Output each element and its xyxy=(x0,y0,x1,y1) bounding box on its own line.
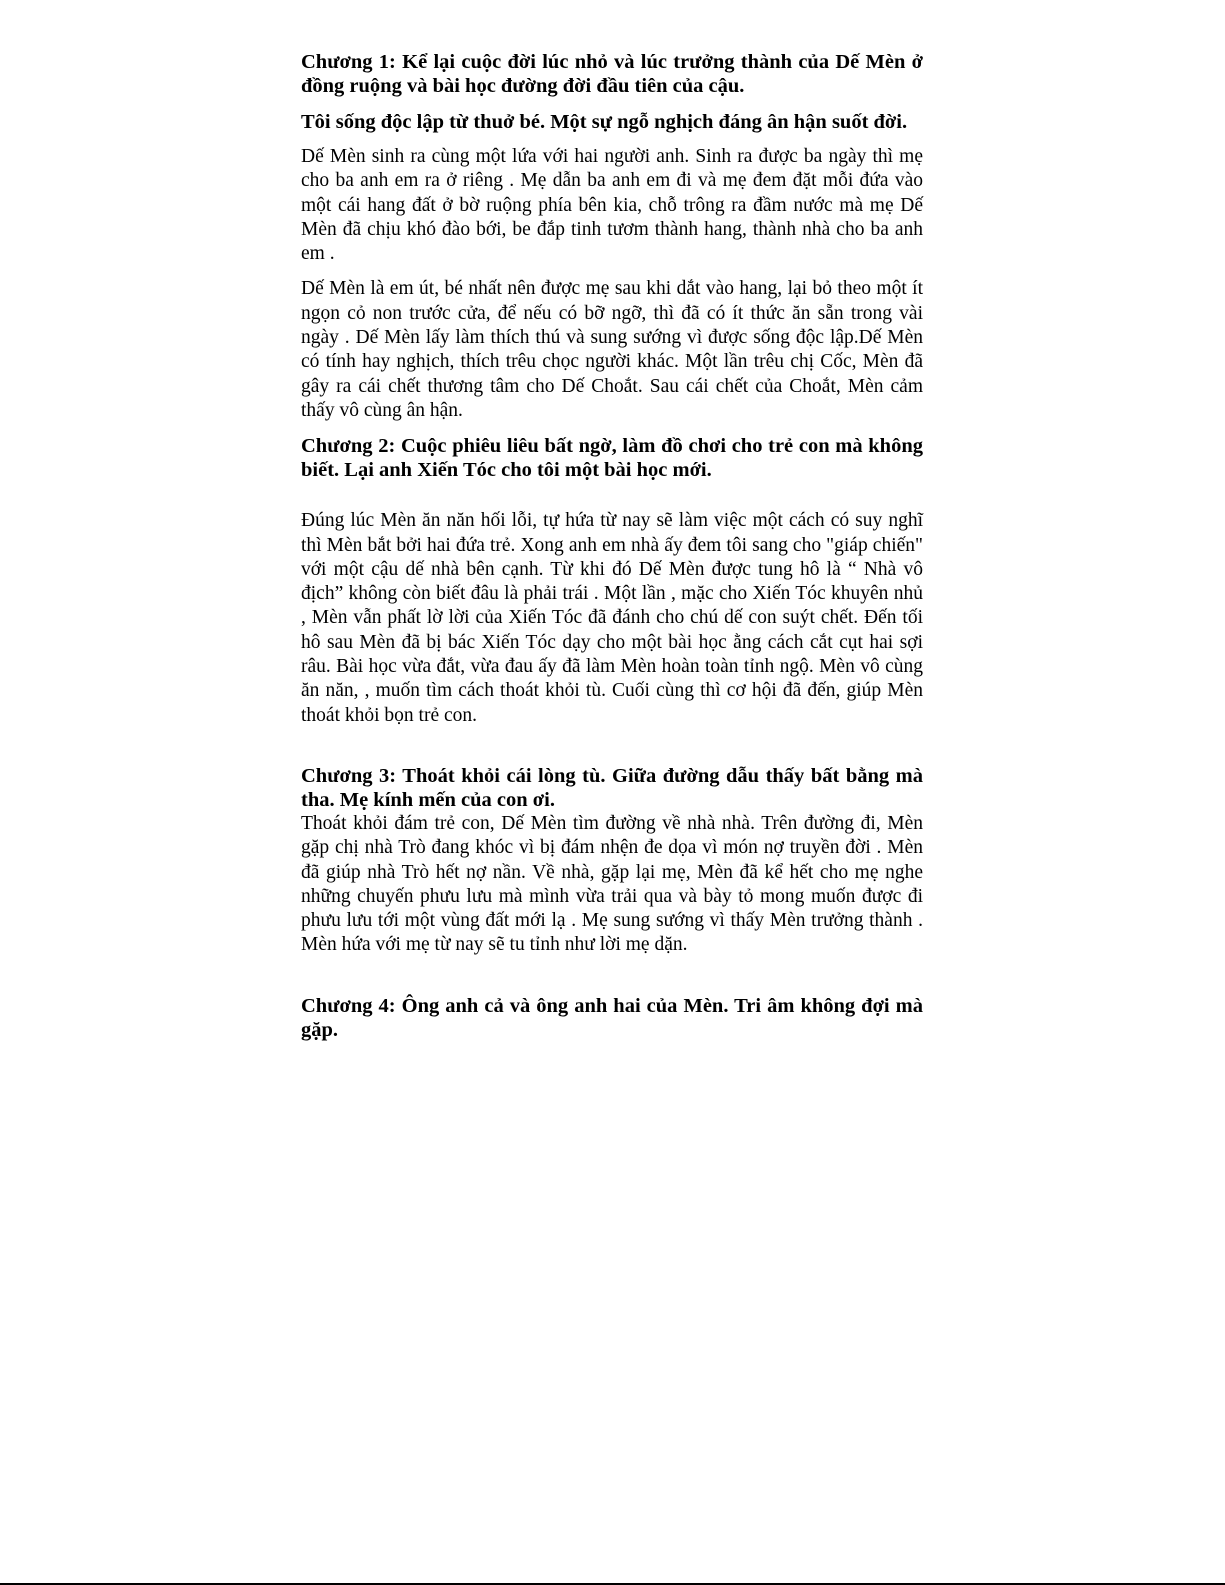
document-page xyxy=(301,50,923,1042)
chapter-4-heading: Chương 4: Ông anh cả và ông anh hai của Mèn. Tri âm không đợi mà gặp. xyxy=(301,994,923,1041)
chapter-3-heading: Chương 3: Thoát khỏi cái lòng tù. Giữa đường dẫu thấy bất bằng mà tha. Mẹ kính mến của con ơi. xyxy=(301,764,923,811)
chapter-1-heading: Chương 1: Kể lại cuộc đời lúc nhỏ và lúc trưởng thành của Dế Mèn ở đồng ruộng và bài học đường đời đầu tiên của cậu. xyxy=(301,51,923,97)
chapter-1-subheading: Tôi sống độc lập từ thuở bé. Một sự ngỗ nghịch đáng ân hận suốt đời. xyxy=(301,111,908,133)
chapter-2-paragraph: Đúng lúc Mèn ăn năn hối lỗi, tự hứa từ nay sẽ làm việc một cách có suy nghĩ thì Mèn bắt bởi hai đứa trẻ. Xong anh em nhà ấy đem tôi sang cho "giáp chiến" với một cậu dế nhà bên cạnh. Từ khi đó Dế Mèn được tung hô là “ Nhà vô địch” không còn biết đâu là phải trái . Một lần , mặc cho Xiến Tóc khuyên nhủ , Mèn vẫn phất lờ lời của Xiến Tóc đã đánh cho chú dế con suýt chết. Đến tối hô sau Mèn đã bị bác Xiến Tóc dạy cho một bài học ằng cách cắt cụt hai sợi râu. Bài học vừa đắt, vừa đau ấy đã làm Mèn hoàn toàn tỉnh ngộ. Mèn vô cùng ăn năn, , muốn tìm cách thoát khỏi tù. Cuối cùng thì cơ hội đã đến, giúp Mèn thoát khỏi bọn trẻ con. xyxy=(301,510,923,726)
chapter-3-paragraph: Thoát khỏi đám trẻ con, Dế Mèn tìm đường về nhà nhà. Trên đường đi, Mèn gặp chị nhà Trò đang khóc vì bị đám nhện đe dọa vì món nợ truyền đời . Mèn đã giúp nhà Trò hết nợ nần. Về nhà, gặp lại mẹ, Mèn đã kể hết cho mẹ nghe những chuyến phưu lưu mà mình vừa trải qua và bày tỏ mong muốn được đi phưu lưu tới một vùng đất mới lạ . Mẹ sung sướng vì thấy Mèn trưởng thành . Mèn hứa với mẹ từ nay sẽ tu tỉnh như lời mẹ dặn. xyxy=(301,812,923,956)
chapter-2-heading: Chương 2: Cuộc phiêu liêu bất ngờ, làm đồ chơi cho trẻ con mà không biết. Lại anh Xiến Tóc cho tôi một bài học mới. xyxy=(301,435,923,482)
chapter-1-paragraph-1: Dế Mèn sinh ra cùng một lứa với hai người anh. Sinh ra được ba ngày thì mẹ cho ba anh em ra ở riêng . Mẹ dẫn ba anh em đi và mẹ đem đặt mỗi đứa vào một cái hang đất ở bờ ruộng phía bên kia, chỗ trông ra đầm nước mà mẹ Dế Mèn đã chịu khó đào bới, be đắp tinh tươm thành hang, thành nhà cho ba anh em . xyxy=(301,146,923,265)
chapter-1-paragraph-2: Dế Mèn là em út, bé nhất nên được mẹ sau khi dắt vào hang, lại bỏ theo một ít ngọn cỏ non trước cửa, để nếu có bỡ ngỡ, thì đã có ít thức ăn sẵn trong vài ngày . Dế Mèn lấy làm thích thú và sung sướng vì được sống độc lập.Dế Mèn có tính hay nghịch, thích trêu chọc người khác. Một lần trêu chị Cốc, Mèn đã gây ra cái chết thương tâm cho Dế Choắt. Sau cái chết của Choắt, Mèn cảm thấy vô cùng ân hận. xyxy=(301,278,923,421)
